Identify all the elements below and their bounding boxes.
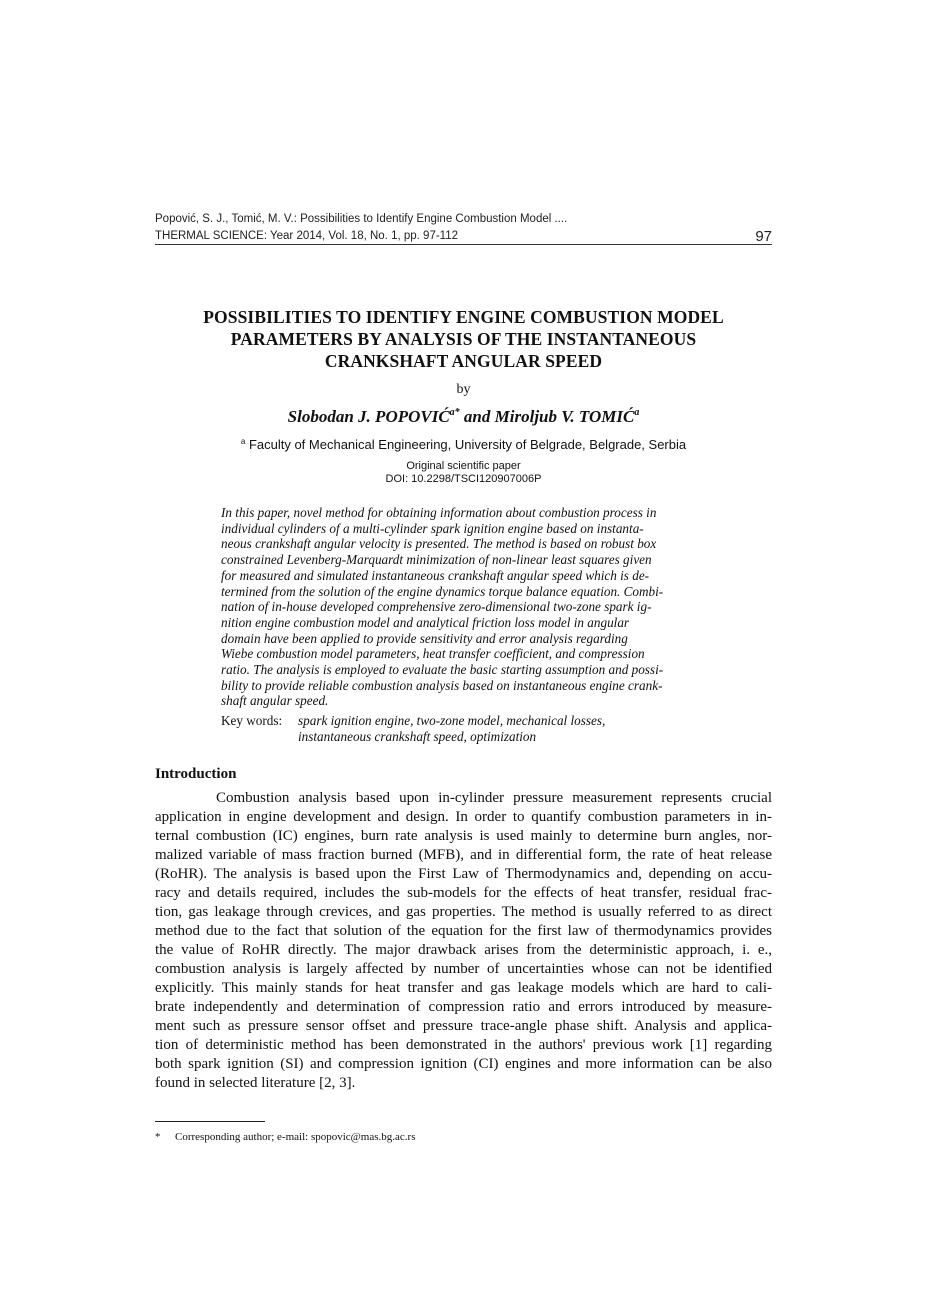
title-line: PARAMETERS BY ANALYSIS OF THE INSTANTANEOUS bbox=[230, 329, 697, 349]
affiliation-mark: a bbox=[240, 437, 246, 446]
header-rule bbox=[155, 244, 772, 245]
body-line: brate independently and determination of compression ratio and errors introduced by measure- bbox=[155, 999, 772, 1015]
body-line: application in engine development and design. In order to quantify combustion parameters in in- bbox=[155, 809, 772, 825]
doi: DOI: 10.2298/TSCI120907006P bbox=[385, 473, 542, 485]
body-line: tion, gas leakage through crevices, and gas properties. The method is usually referred to as direct bbox=[155, 904, 772, 920]
keywords-label: Key words: bbox=[221, 713, 283, 728]
body-line: ternal combustion (IC) engines, burn rate analysis is used mainly to determine burn angles, nor- bbox=[155, 828, 772, 844]
body-line: tion of deterministic method has been demonstrated in the authors' previous work [1] regarding bbox=[155, 1037, 772, 1053]
body-line: (RoHR). The analysis is based upon the First Law of Thermodynamics and, depending on accu- bbox=[155, 866, 772, 882]
abstract-line: domain have been applied to provide sensitivity and error analysis regarding bbox=[221, 630, 628, 646]
body-line: racy and details required, includes the sub-models for the effects of heat transfer, residual frac- bbox=[155, 885, 772, 901]
running-head-journal: THERMAL SCIENCE: Year 2014, Vol. 18, No. 1, pp. 97-112 bbox=[155, 230, 458, 242]
abstract-line: bility to provide reliable combustion analysis based on instantaneous engine crank- bbox=[221, 677, 663, 693]
affiliation-text: Faculty of Mechanical Engineering, University of Belgrade, Belgrade, Serbia bbox=[248, 437, 687, 452]
body-line: the value of RoHR directly. The major drawback arises from the deterministic approach, i. e., bbox=[155, 942, 772, 958]
abstract-line: shaft angular speed. bbox=[221, 693, 329, 709]
abstract-line: ratio. The analysis is employed to evaluate the basic starting assumption and possi- bbox=[221, 662, 664, 678]
abstract-line: nition engine combustion model and analytical friction loss model in angular bbox=[221, 614, 630, 630]
section-heading-introduction: Introduction bbox=[155, 766, 237, 782]
body-line: explicitly. This mainly stands for heat transfer and gas leakage models which are hard to cali- bbox=[155, 980, 772, 996]
abstract-line: for measured and simulated instantaneous crankshaft angular speed which is de- bbox=[221, 567, 650, 583]
author-name: Miroljub V. TOMIĆ bbox=[494, 407, 635, 426]
running-head-authors-title: Popović, S. J., Tomić, M. V.: Possibilities to Identify Engine Combustion Model .... bbox=[155, 213, 568, 225]
body-line: method due to the fact that solution of the equation for the first law of thermodynamics provides bbox=[155, 923, 772, 939]
abstract-line: individual cylinders of a multi-cylinder spark ignition engine based on instanta- bbox=[221, 520, 644, 536]
footnote-text: Corresponding author; e-mail: spopovic@mas.bg.ac.rs bbox=[175, 1131, 416, 1143]
paper-type: Original scientific paper bbox=[406, 460, 521, 472]
body-line: malized variable of mass fraction burned (MFB), and in differential form, the rate of heat release bbox=[155, 847, 772, 863]
body-line: combustion analysis is largely affected by number of uncertainties whose can not be identified bbox=[155, 961, 772, 977]
body-line: both spark ignition (SI) and compression ignition (CI) engines and more information can be also bbox=[155, 1056, 772, 1072]
abstract-line: neous crankshaft angular velocity is presented. The method is based on robust box bbox=[221, 536, 657, 552]
introduction-body bbox=[155, 789, 772, 1093]
page-number: 97 bbox=[755, 228, 772, 245]
affiliation bbox=[155, 433, 772, 454]
author-name: Slobodan J. POPOVIĆ bbox=[287, 407, 450, 426]
authors bbox=[155, 402, 772, 428]
body-line: Combustion analysis based upon in-cylinder pressure measurement represents crucial bbox=[216, 790, 772, 806]
footnote-mark: * bbox=[155, 1131, 161, 1143]
abstract-line: Wiebe combustion model parameters, heat transfer coefficient, and compression bbox=[221, 646, 645, 662]
abstract-line: In this paper, novel method for obtaining information about combustion process in bbox=[221, 505, 657, 520]
abstract-line: nation of in-house developed comprehensive zero-dimensional two-zone spark ig- bbox=[221, 599, 652, 615]
footnote bbox=[155, 1130, 772, 1144]
body-line: ment such as pressure sensor offset and pressure trace-angle phase shift. Analysis and applica- bbox=[155, 1018, 772, 1034]
abstract-line: termined from the solution of the engine dynamics torque balance equation. Combi- bbox=[221, 583, 664, 599]
by-label: by bbox=[456, 382, 471, 397]
paper-title bbox=[155, 306, 772, 372]
abstract-line: constrained Levenberg-Marquardt minimization of non-linear least squares given bbox=[221, 552, 652, 568]
keywords-line: instantaneous crankshaft speed, optimization bbox=[298, 729, 537, 744]
footnote-rule bbox=[155, 1121, 265, 1122]
body-line: found in selected literature [2, 3]. bbox=[155, 1075, 356, 1091]
title-line: CRANKSHAFT ANGULAR SPEED bbox=[324, 351, 603, 371]
keywords-line: spark ignition engine, two-zone model, mechanical losses, bbox=[298, 713, 606, 728]
title-line: POSSIBILITIES TO IDENTIFY ENGINE COMBUSTION MODEL bbox=[203, 307, 724, 327]
abstract bbox=[221, 505, 706, 709]
keywords bbox=[221, 713, 706, 745]
running-head bbox=[155, 211, 772, 245]
authors-conjunction: and bbox=[463, 407, 491, 426]
author-affiliation-mark: a bbox=[634, 407, 640, 418]
author-affiliation-mark: a* bbox=[449, 407, 460, 418]
